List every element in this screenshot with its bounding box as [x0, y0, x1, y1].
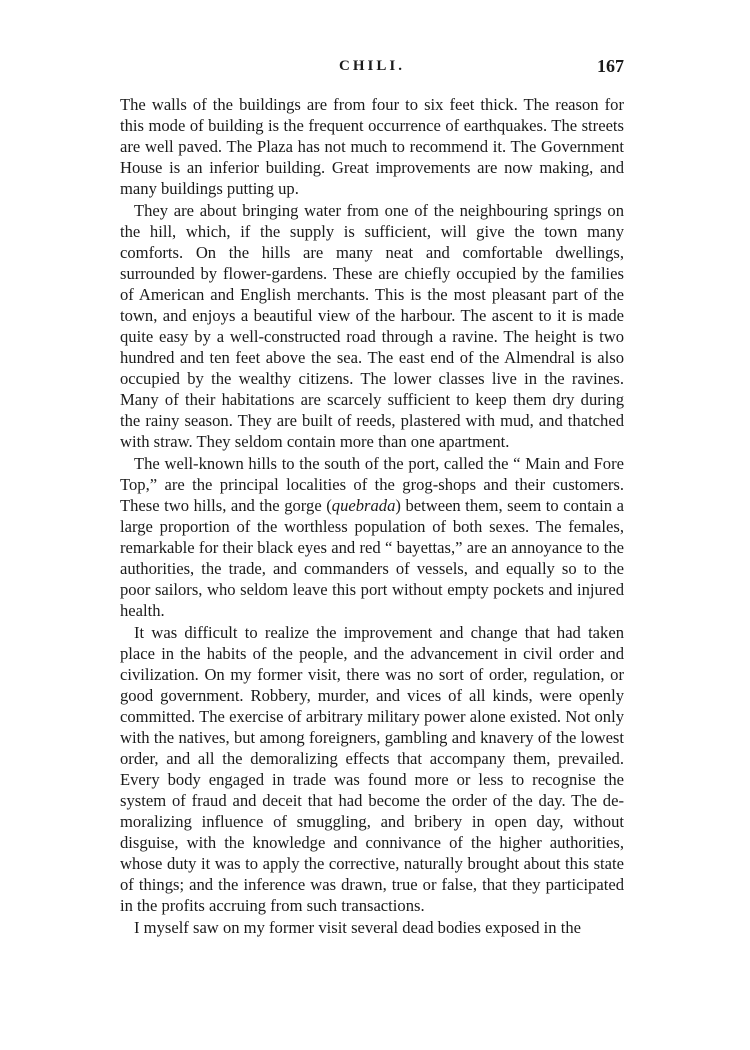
running-head: CHILI. [339, 58, 405, 74]
paragraph-3-italic-term: quebrada [331, 496, 396, 515]
paragraph-4: It was difficult to realize the improvement and change that had taken place in the habits of the people, and the advancement in civil order and civilization. On my former visit, there was no sort of order, regulation, or good government. Robbery, murder, and vices of all kinds, were openly committed. The exercise of arbitrary military power alone existed. Not only with the natives, but among foreigners, gambling and knavery of the lowest order, and all the demoralizing effects that accompany them, prevailed. Every body engaged in trade was found more or less to recognise the system of fraud and deceit that had become the order of the day. The demoralizing influence of smuggling, and bribery in open day, without disguise, with the knowledge and connivance of the higher authorities, whose duty it was to apply the corrective, naturally brought about this state of things; and the inference was drawn, true or false, that they participated in the profits accruing from such transactions. [120, 623, 624, 915]
page-header [120, 56, 624, 84]
page-number: 167 [597, 56, 624, 76]
paragraph-1: The walls of the buildings are from four to six feet thick. The reason for this mode of building is the frequent occurrence of earthquakes. The streets are well paved. The Plaza has not much to recommend it. The Government House is an inferior building. Great improvements are now making, and many buildings putting up. [120, 95, 624, 198]
paragraph-5: I myself saw on my former visit several dead bodies exposed in the [134, 918, 581, 937]
paragraph-3-text-end: ) between them, seem to contain a large proportion of the worthless population of both sexes. The females, remarkable for their black eyes and red “ bayettas,” are an annoyance to the authorities, the trade, and commanders of vessels, and equally so to the poor sailors, who seldom leave this port without empty pockets and injured health. [120, 496, 624, 620]
paragraph-3 [120, 453, 624, 621]
paragraph-3-text-start: The well-known hills to the south of the port, called the “ Main and Fore Top,” are the principal localities of the grog-shops and their customers. These two hills, and the gorge ( [120, 454, 624, 515]
body-text [120, 94, 624, 938]
paragraph-2: They are about bringing water from one of the neighbouring springs on the hill, which, if the supply is sufficient, will give the town many comforts. On the hills are many neat and comfortable dwellings, surrounded by flower-gardens. These are chiefly occupied by the families of American and English merchants. This is the most pleasant part of the town, and enjoys a beautiful view of the harbour. The ascent to it is made quite easy by a well-constructed road through a ravine. The height is two hundred and ten feet above the sea. The east end of the Almendral is also occupied by the wealthy citizens. The lower classes live in the ravines. Many of their habitations are scarcely sufficient to keep them dry during the rainy season. They are built of reeds, plastered with mud, and thatched with straw. They seldom contain more than one apartment. [120, 201, 624, 451]
